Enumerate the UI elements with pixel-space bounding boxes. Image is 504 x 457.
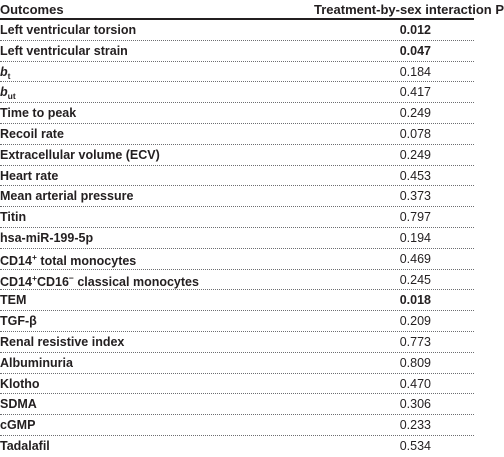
outcome-label-part: ut xyxy=(7,91,16,102)
outcome-label xyxy=(0,23,136,37)
outcome-label-part: CD14 xyxy=(0,253,32,268)
p-value: 0.249 xyxy=(399,147,431,162)
outcome-label-part: b xyxy=(0,64,8,79)
outcome-label-part: hsa-miR-199-5p xyxy=(0,230,94,245)
outcome-label-part: Tadalafil xyxy=(0,438,50,453)
table-row xyxy=(0,228,474,249)
p-value: 0.078 xyxy=(399,126,431,141)
outcome-label-part: t xyxy=(7,70,11,81)
p-value: 0.453 xyxy=(399,168,431,183)
outcome-label xyxy=(0,356,73,370)
table-row xyxy=(0,353,474,374)
outcome-label-part: Titin xyxy=(0,210,27,225)
table-row xyxy=(0,103,474,124)
outcome-label-part: Left ventricular torsion xyxy=(0,23,137,37)
outcome-label xyxy=(0,273,199,289)
table-row xyxy=(0,290,474,311)
p-value: 0.184 xyxy=(399,64,431,79)
table-row xyxy=(0,415,474,436)
outcome-label xyxy=(0,189,133,203)
outcome-label xyxy=(0,65,10,81)
outcome-label xyxy=(0,418,35,432)
outcome-label-part: classical monocytes xyxy=(73,274,199,289)
outcome-label-part: TGF-β xyxy=(0,314,37,329)
p-value: 0.249 xyxy=(399,106,431,121)
table-row xyxy=(0,41,474,62)
p-value: 0.306 xyxy=(399,397,431,412)
outcome-label xyxy=(0,293,26,307)
p-value: 0.373 xyxy=(399,189,431,204)
p-value: 0.470 xyxy=(399,376,431,391)
outcome-label-part: Heart rate xyxy=(0,168,59,183)
p-value: 0.194 xyxy=(399,230,431,245)
table-row xyxy=(0,249,474,270)
outcome-label-part: CD16 xyxy=(36,274,69,289)
p-value: 0.773 xyxy=(399,334,431,349)
outcome-label xyxy=(0,439,50,453)
outcome-label-part: TEM xyxy=(0,293,27,308)
p-value: 0.018 xyxy=(399,293,431,308)
table-row xyxy=(0,270,474,291)
p-value: 0.534 xyxy=(399,438,431,453)
outcome-label-part: Mean arterial pressure xyxy=(0,189,134,204)
outcome-label xyxy=(0,85,16,101)
outcome-label-part: + xyxy=(31,272,37,283)
table-row xyxy=(0,82,474,103)
outcome-label xyxy=(0,169,58,183)
table-row xyxy=(0,207,474,228)
table-row xyxy=(0,20,474,41)
table-row xyxy=(0,166,474,187)
outcome-label xyxy=(0,127,64,141)
outcome-label-part: b xyxy=(0,85,8,100)
table-row xyxy=(0,186,474,207)
outcome-label-part: Time to peak xyxy=(0,106,77,121)
outcome-label xyxy=(0,210,26,224)
table-row xyxy=(0,124,474,145)
outcome-label xyxy=(0,231,93,245)
p-value-column-header: Treatment-by-sex interaction P xyxy=(314,2,504,17)
outcome-label xyxy=(0,314,37,328)
outcome-label-part: cGMP xyxy=(0,418,36,433)
table-row xyxy=(0,394,474,415)
outcome-label-part: Albuminuria xyxy=(0,355,73,370)
outcome-label-part: Recoil rate xyxy=(0,126,64,141)
outcome-label xyxy=(0,335,124,349)
p-value: 0.809 xyxy=(399,355,431,370)
table-row xyxy=(0,62,474,83)
p-value: 0.417 xyxy=(399,85,431,100)
outcome-label-part: total monocytes xyxy=(36,253,137,268)
outcome-label xyxy=(0,377,40,391)
outcomes-column-header: Outcomes xyxy=(0,2,64,17)
table-row xyxy=(0,436,474,457)
outcome-label-part: Renal resistive index xyxy=(0,334,125,349)
table-row xyxy=(0,374,474,395)
p-value: 0.245 xyxy=(399,272,431,287)
table-body xyxy=(0,20,474,457)
outcome-label xyxy=(0,148,160,162)
outcome-label xyxy=(0,252,136,268)
outcome-label-part: CD14 xyxy=(0,274,32,289)
outcome-label-part: + xyxy=(31,251,37,262)
table-row xyxy=(0,145,474,166)
table-header xyxy=(0,0,504,20)
table-row xyxy=(0,311,474,332)
outcome-label-part: Klotho xyxy=(0,376,40,391)
p-value: 0.469 xyxy=(399,251,431,266)
outcome-label xyxy=(0,397,37,411)
outcome-label-part: SDMA xyxy=(0,397,37,412)
p-value: 0.233 xyxy=(399,418,431,433)
p-value: 0.047 xyxy=(399,43,431,58)
outcome-label-part: Extracellular volume (ECV) xyxy=(0,147,160,162)
outcome-label-part: − xyxy=(68,272,74,283)
table-row xyxy=(0,332,474,353)
outcome-label xyxy=(0,106,76,120)
p-value: 0.012 xyxy=(399,23,431,37)
outcome-label xyxy=(0,44,128,58)
p-value: 0.797 xyxy=(399,210,431,225)
outcome-label-part: Left ventricular strain xyxy=(0,43,128,58)
p-value: 0.209 xyxy=(399,314,431,329)
